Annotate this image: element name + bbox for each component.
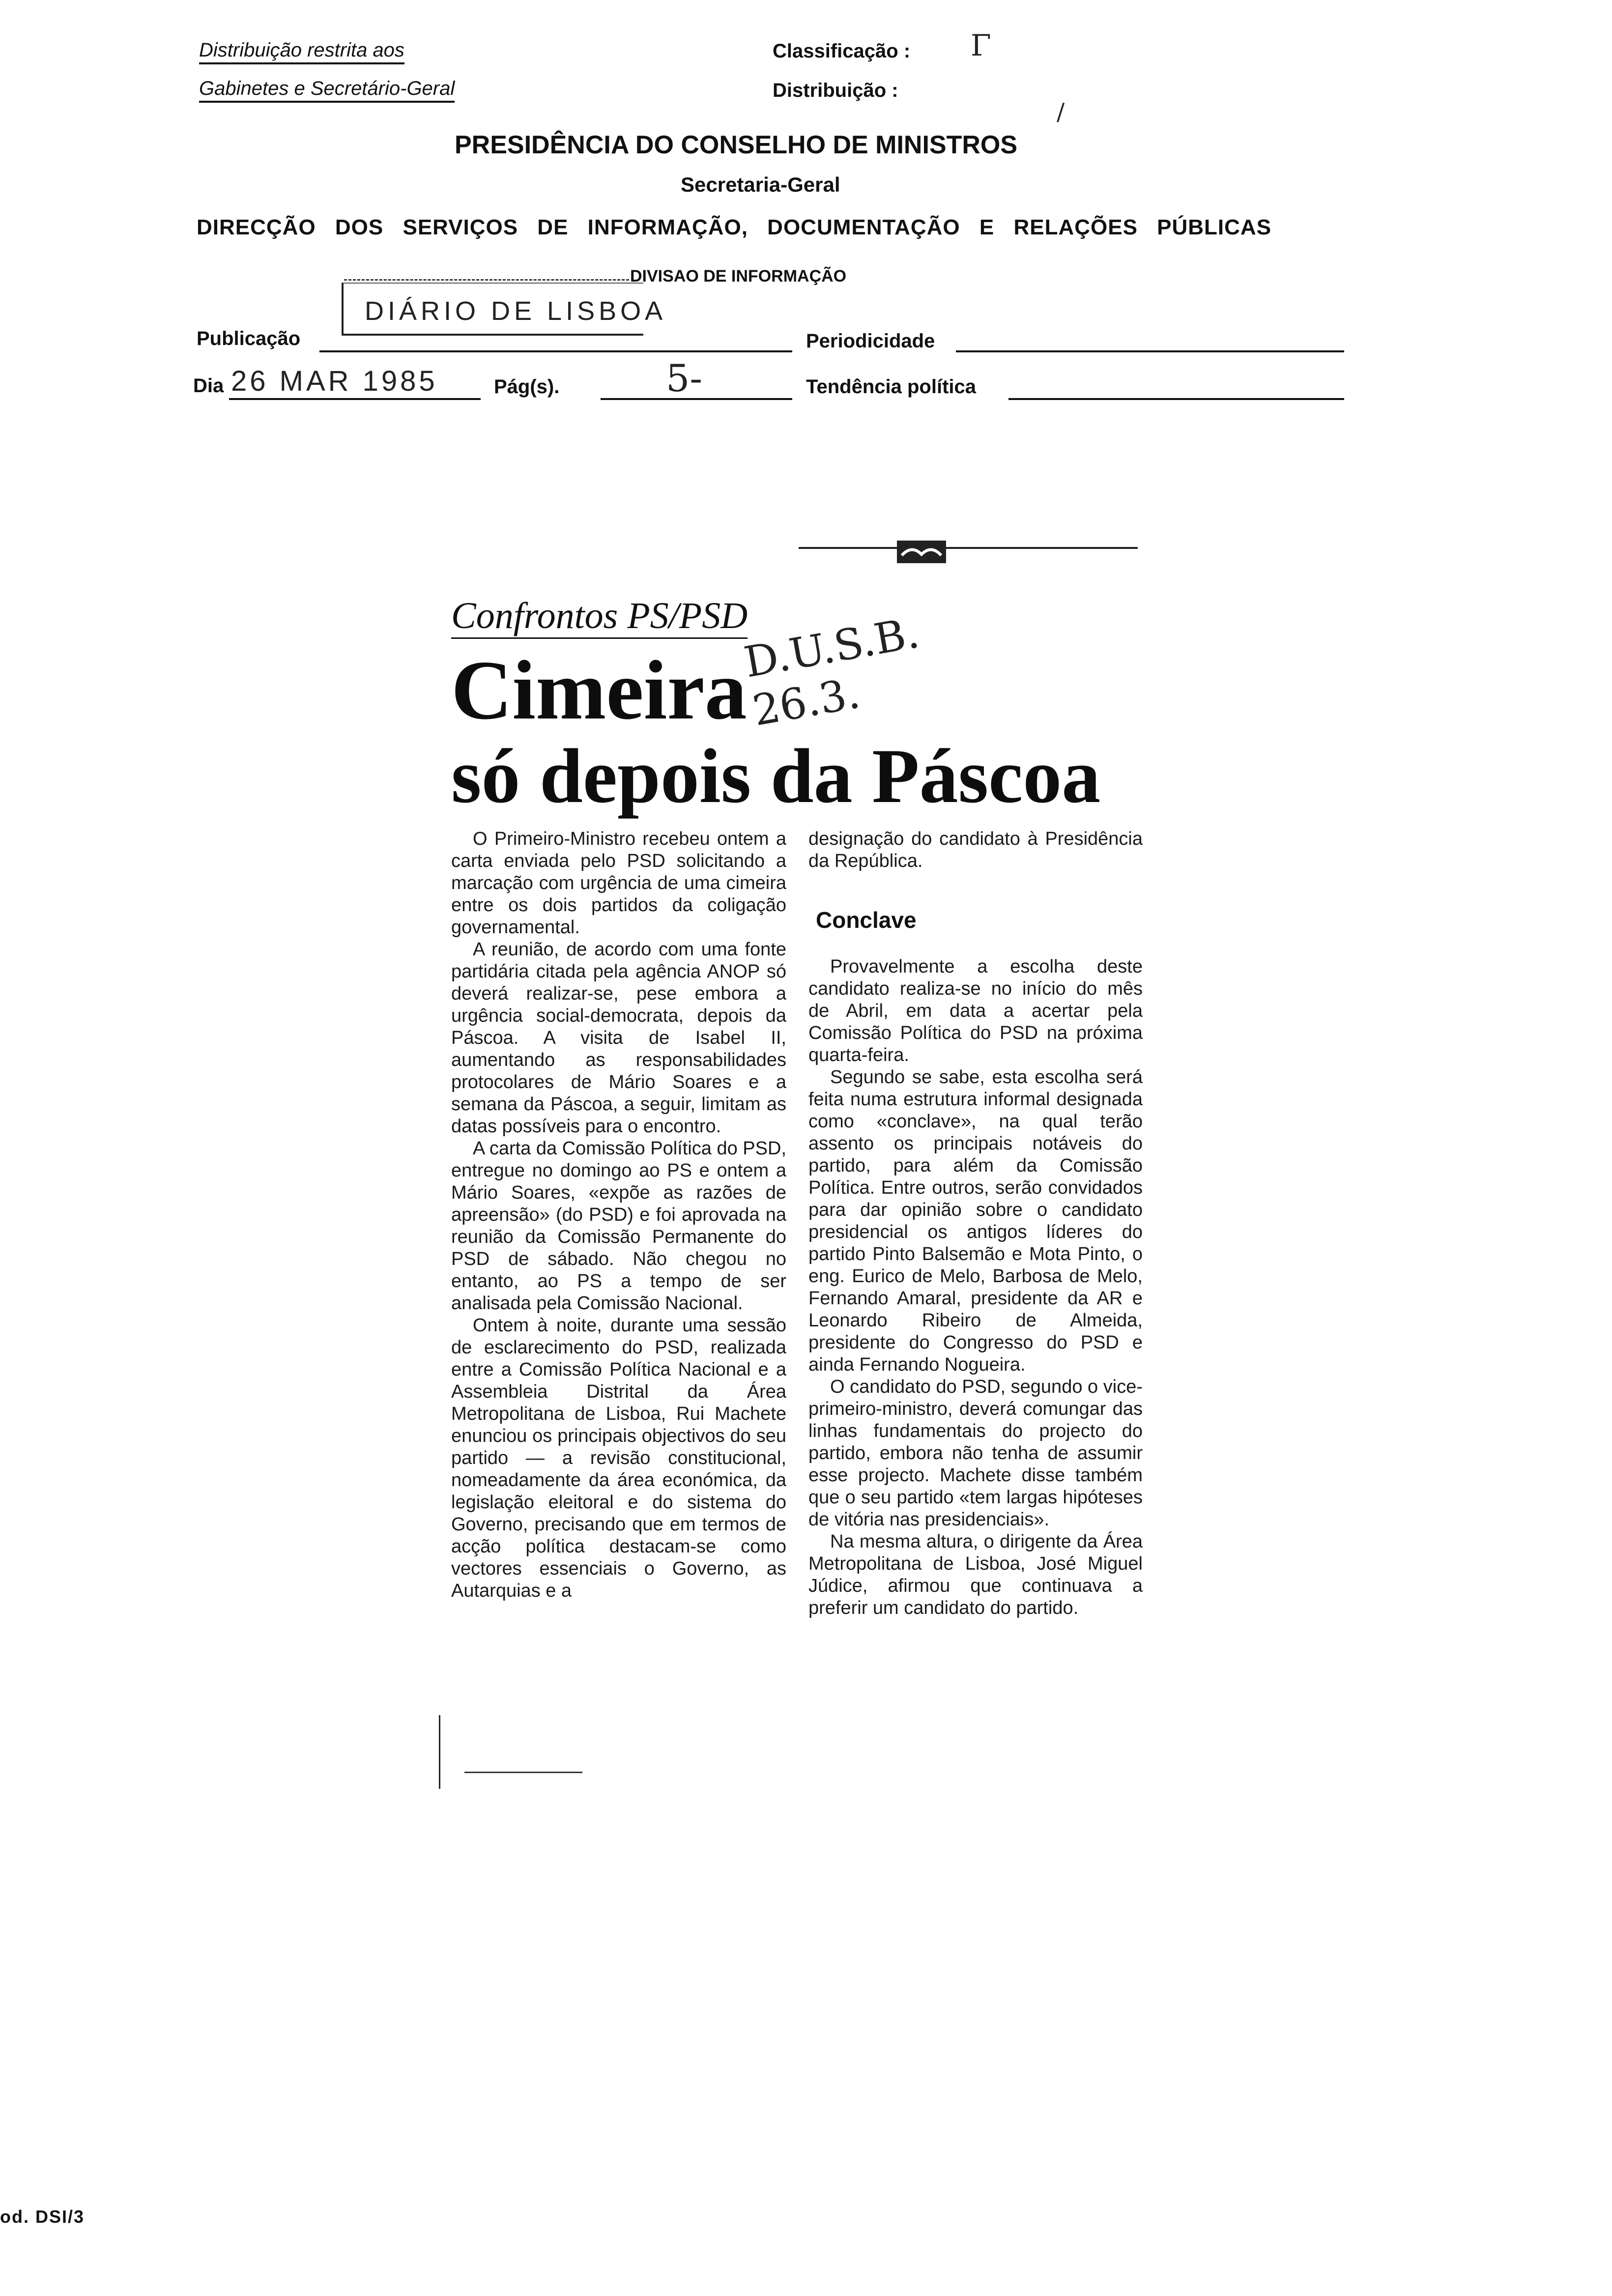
article-column-2-body: [808, 956, 1143, 1619]
restricted-distribution-line2: Gabinetes e Secretário-Geral: [199, 78, 455, 103]
pages-value: 5-: [666, 356, 703, 400]
col2-paragraph: Na mesma altura, o dirigente da Área Metropolitana de Lisboa, José Miguel Júdice, afirmou que continuava a preferir um candidato do partido.: [808, 1531, 1143, 1618]
publication-label: Publicação: [197, 328, 301, 349]
ministry-title: PRESIDÊNCIA DO CONSELHO DE MINISTROS: [455, 131, 1018, 159]
classification-mark: Γ: [971, 29, 991, 63]
day-value: 26 MAR 1985: [231, 365, 438, 397]
pages-field-line: [601, 398, 792, 400]
article-title-line1: Cimeira: [451, 644, 747, 737]
periodicity-field-line: [956, 350, 1344, 352]
pages-label: Pág(s).: [494, 376, 560, 398]
column-left-rule: [439, 1715, 440, 1789]
article-subhead: Conclave: [816, 907, 917, 933]
secretariat-title: Secretaria-Geral: [681, 173, 840, 196]
article-column-2: [808, 828, 1143, 872]
day-label: Dia: [193, 375, 224, 397]
handwritten-annotation: D.U.S.B. 26.3.: [740, 608, 923, 736]
col2-paragraph: Provavelmente a escolha deste candidato realiza-se no início do mês de Abril, em data a acertar pela Comissão Política do PSD na próxima quarta-feira.: [808, 956, 1143, 1065]
logo-mark-icon: [897, 541, 946, 563]
column-bottom-rule: [464, 1772, 582, 1773]
division-label: DIVISAO DE INFORMAÇÃO: [630, 267, 847, 286]
political-tendency-field-line: [1008, 398, 1344, 400]
distribution-label: Distribuição :: [773, 80, 898, 101]
article-column-1: [451, 828, 786, 1602]
newspaper-logo: [897, 541, 946, 563]
col2-paragraph: Segundo se sabe, esta escolha será feita numa estrutura informal designada como «conclave», na qual terão assento os principais notáveis do partido, para além da Comissão Política. Entre outros, serão convidados para dar opinião sobre o candidato presidencial os antigos líderes do partido Pinto Balsemão e Mota Pinto, o eng. Eurico de Melo, Barbosa de Melo, Fernando Amaral, presidente da AR e Leonardo Ribeiro de Almeida, presidente do Congresso do PSD e ainda Fernando Nogueira.: [808, 1067, 1143, 1375]
day-field-line: [229, 398, 481, 400]
clipping-top-rule: [799, 547, 1138, 549]
col2-paragraph: O candidato do PSD, segundo o vice-primeiro-ministro, deverá comungar das linhas fundamentais do projecto do partido, embora não tenha de assumir esse projecto. Machete disse também que o seu partido «tem largas hipóteses de vitória nas presidenciais».: [808, 1377, 1143, 1530]
restricted-distribution-line1: Distribuição restrita aos: [199, 39, 404, 64]
political-tendency-label: Tendência política: [806, 376, 976, 398]
col1-paragraph: O Primeiro-Ministro recebeu ontem a carta enviada pelo PSD solicitando a marcação com urgência de uma cimeira entre os dois partidos da coligação governamental.: [451, 829, 786, 938]
publication-value: DIÁRIO DE LISBOA: [365, 296, 667, 326]
periodicity-label: Periodicidade: [806, 330, 935, 352]
division-stamp-line: [344, 279, 629, 281]
col2-continuation: designação do candidato à Presidência da República.: [808, 829, 1143, 871]
article-kicker: Confrontos PS/PSD: [451, 595, 748, 639]
publication-field-line: [319, 350, 792, 352]
col1-paragraph: A carta da Comissão Política do PSD, entregue no domingo ao PS e ontem a Mário Soares, «expõe as razões de apreensão» (do PSD) e foi aprovada na reunião da Comissão Permanente do PSD de sábado. Não chegou no entanto, ao PS a tempo de ser analisada pela Comissão Nacional.: [451, 1138, 786, 1314]
col1-paragraph: Ontem à noite, durante uma sessão de esclarecimento do PSD, realizada entre a Comissão Política Nacional e a Assembleia Distrital da Área Metropolitana de Lisboa, Rui Machete enunciou os principais objectivos do seu partido — a revisão constitucional, nomeadamente da área económica, da legislação eleitoral e do sistema do Governo, precisando que em termos de acção política destacam-se como vectores essenciais o Governo, as Autarquias e a: [451, 1315, 786, 1601]
distribution-mark: /: [1057, 98, 1065, 126]
article-title-line2: só depois da Páscoa: [451, 733, 1101, 819]
classification-label: Classificação :: [773, 40, 911, 62]
col1-paragraph: A reunião, de acordo com uma fonte partidária citada pela agência ANOP só deverá realizar-se, pese embora a urgência social-democrata, depois da Páscoa. A visita de Isabel II, aumentando as responsabilidades protocolares de Mário Soares e a semana da Páscoa, a seguir, limitam as datas possíveis para o encontro.: [451, 939, 786, 1137]
directorate-title: DIRECÇÃO DOS SERVIÇOS DE INFORMAÇÃO, DOCUMENTAÇÃO E RELAÇÕES PÚBLICAS: [197, 215, 1272, 239]
form-code: od. DSI/3: [0, 2207, 85, 2227]
